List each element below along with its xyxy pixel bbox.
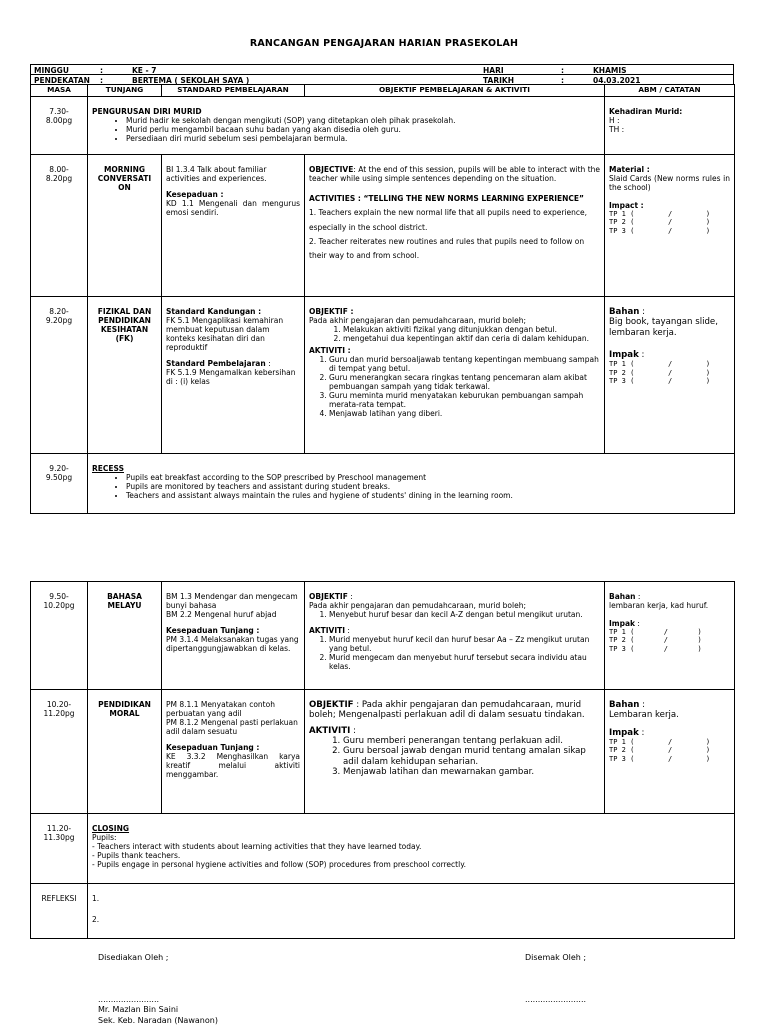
abm-cell: Bahan : Big book, tayangan slide, lembaran kerja. Impak : TP 1 ( / ) TP 2 ( / ) TP 3 ( / ) xyxy=(605,297,735,454)
list-item: 2. Guru menerangkan secara ringkas tentang pencemaran alam akibat pembuangan sampah yang tidak terkawal. xyxy=(329,373,600,391)
standard-cell xyxy=(162,297,305,454)
list-item: 3. Guru meminta murid menyatakan keburukan pembuangan sampah merata-rata tempat. xyxy=(329,391,600,409)
tp2-field: TP 2 ( / ) xyxy=(609,218,711,227)
bahan-label: Bahan xyxy=(609,592,636,601)
kt-label: Kesepaduan Tunjang : xyxy=(166,743,260,752)
list-item: 3. Menjawab latihan dan mewarnakan gambar. xyxy=(343,767,600,777)
aktiviti-label: AKTIVITI xyxy=(309,626,346,635)
tunjang-cell: FIZIKAL DAN PENDIDIKAN KESIHATAN (FK) xyxy=(88,297,162,454)
hari-label: HARI xyxy=(483,66,504,75)
closing-heading: CLOSING xyxy=(92,824,130,833)
teacher-name: Mr. Mazlan Bin Saini xyxy=(98,1005,179,1014)
refleksi-label: REFLEKSI xyxy=(31,884,88,939)
colon: : xyxy=(100,76,103,85)
pengurusan-heading: PENGURUSAN DIRI MURID xyxy=(92,107,202,116)
time-cell: 9.20- 9.50pg xyxy=(31,454,88,514)
aktiviti-list xyxy=(309,635,600,671)
bahan-text: lembaran kerja, kad huruf. xyxy=(609,601,709,610)
lesson-table-bottom xyxy=(30,581,735,939)
list-item: 1. Guru dan murid bersoaljawab tentang kepentingan membuang sampah di tempat yang betul. xyxy=(329,355,600,373)
tp2-field: TP 2 ( / ) xyxy=(609,368,711,377)
standard-text: BI 1.3.4 Talk about familiar activities and experiences. xyxy=(166,165,267,183)
time-cell: 7.30- 8.00pg xyxy=(31,97,88,155)
list-item: 1. Murid menyebut huruf kecil dan huruf besar Aa – Zz mengikut urutan yang betul. xyxy=(329,635,600,653)
hari-value: KHAMIS xyxy=(593,66,627,75)
objektif-cell xyxy=(305,155,605,297)
col-standard: STANDARD PEMBELAJARAN xyxy=(162,85,305,97)
objektif-text: Pada akhir pengajaran dan pemudahcaraan, murid boleh; xyxy=(309,316,527,325)
tp2-field: TP 2 ( / ) xyxy=(609,746,711,755)
abm-cell xyxy=(605,97,735,155)
abm-cell: Bahan : Lembaran kerja. Impak : TP 1 ( / ) TP 2 ( / ) TP 3 ( / ) xyxy=(605,690,735,814)
row-recess xyxy=(31,454,735,514)
tunjang-cell: MORNING CONVERSATI ON xyxy=(88,155,162,297)
abm-cell: Bahan : lembaran kerja, kad huruf. Impak : TP 1 ( / ) TP 2 ( / ) TP 3 ( / ) xyxy=(605,582,735,690)
lesson-table-top xyxy=(30,84,735,514)
tunjang-cell: PENDIDIKAN MORAL xyxy=(88,690,162,814)
objektif-list xyxy=(309,325,600,343)
closing-line: - Pupils engage in personal hygiene activities and follow (SOP) procedures from preschool correctly. xyxy=(92,860,466,869)
school-name: Sek. Keb. Naradan (Nawanon) xyxy=(98,1016,218,1025)
bahan-text: Lembaran kerja. xyxy=(609,710,679,721)
activities-label: ACTIVITIES : “TELLING THE NEW NORMS LEARNING EXPERIENCE” xyxy=(309,194,584,203)
list-item: • Pupils are monitored by teachers and assistant during student breaks. xyxy=(126,482,730,491)
refleksi-line-1: 1. xyxy=(92,894,100,903)
material-label: Material : xyxy=(609,165,650,174)
col-abm: ABM / CATATAN xyxy=(605,85,735,97)
row-closing xyxy=(31,814,735,884)
tp2-field: TP 2 ( / ) xyxy=(609,636,702,645)
aktiviti-colon: : xyxy=(350,725,356,736)
tarikh-label: TARIKH xyxy=(483,76,514,85)
aktiviti-list xyxy=(309,736,600,777)
signature-dots-left: ........................ xyxy=(98,995,160,1004)
objektif-label: OBJEKTIF xyxy=(309,700,354,710)
bahan-label: Bahan xyxy=(609,700,640,710)
sk-text: FK 5.1 Mengaplikasi kemahiran membuat keputusan dalam konteks kesihatan diri dan reproduktif xyxy=(166,316,284,352)
list-item: • Teachers and assistant always maintain the rules and hygiene of students' dining in the learning room. xyxy=(126,491,730,500)
standard-cell xyxy=(162,155,305,297)
list-item: 4. Menjawab latihan yang diberi. xyxy=(329,409,600,418)
recess-list xyxy=(92,473,730,500)
page-title: RANCANGAN PENGAJARAN HARIAN PRASEKOLAH xyxy=(249,38,519,49)
hadir-label: H : xyxy=(609,116,620,125)
pengurusan-list xyxy=(92,116,600,143)
colon: : xyxy=(561,66,564,75)
refleksi-line-2: 2. xyxy=(92,915,100,924)
impact-label: Impact : xyxy=(609,201,644,210)
aktiviti-list xyxy=(309,355,600,418)
disemak-label: Disemak Oleh ; xyxy=(525,953,587,962)
material-text: Slaid Cards (New norms rules in the school) xyxy=(609,174,730,192)
time-cell: 11.20- 11.30pg xyxy=(31,814,88,884)
tp3-field: TP 3 ( / ) xyxy=(609,754,711,763)
time-cell: 8.20- 9.20pg xyxy=(31,297,88,454)
tarikh-value: 04.03.2021 xyxy=(593,76,641,85)
impak-label: Impak xyxy=(609,349,639,360)
tp1-field: TP 1 ( / ) xyxy=(609,737,711,746)
standard-text: PM 8.1.1 Menyatakan contoh perbuatan yang adil PM 8.1.2 Mengenal pasti perlakuan adil dalam sesuatu xyxy=(166,700,298,736)
objective-label: OBJECTIVE xyxy=(309,165,354,174)
objektif-text: Pada akhir pengajaran dan pemudahcaraan, murid boleh; xyxy=(309,601,527,610)
activity-2: 2. Teacher reiterates new routines and rules that pupils need to follow on their way to and from school. xyxy=(309,236,585,260)
refleksi-cell xyxy=(88,884,735,939)
row-refleksi xyxy=(31,884,735,939)
objektif-cell xyxy=(305,297,605,454)
aktiviti-label: AKTIVITI xyxy=(309,725,351,736)
time-cell: 8.00- 8.20pg xyxy=(31,155,88,297)
sp-colon: : xyxy=(265,359,271,368)
row-morning-conversation xyxy=(31,155,735,297)
disediakan-label: Disediakan Oleh ; xyxy=(98,953,169,962)
tidak-hadir-label: TH : xyxy=(609,125,625,134)
objektif-cell xyxy=(305,582,605,690)
col-tunjang: TUNJANG xyxy=(88,85,162,97)
list-item: 1. Guru memberi penerangan tentang perlakuan adil. xyxy=(343,736,600,746)
closing-cell xyxy=(88,814,735,884)
tp3-field: TP 3 ( / ) xyxy=(609,226,711,235)
list-item: • Murid hadir ke sekolah dengan mengikuti (SOP) yang ditetapkan oleh pihak prasekolah. xyxy=(126,116,600,125)
time-cell: 10.20- 11.20pg xyxy=(31,690,88,814)
activity-1: 1. Teachers explain the new normal life that all pupils need to experience, especially in the school district. xyxy=(309,208,588,232)
list-item: 2. Guru bersoal jawab dengan murid tentang amalan sikap adil dalam kehidupan seharian. xyxy=(343,746,600,767)
recess-heading: RECESS xyxy=(92,464,124,473)
tunjang-cell: BAHASA MELAYU xyxy=(88,582,162,690)
objektif-list xyxy=(309,610,600,619)
row-pendidikan-moral xyxy=(31,690,735,814)
objektif-label: OBJEKTIF : xyxy=(309,307,354,316)
tp3-field: TP 3 ( / ) xyxy=(609,377,711,386)
list-item: 1. Menyebut huruf besar dan kecil A-Z dengan betul mengikut urutan. xyxy=(329,610,600,619)
tp1-field: TP 1 ( / ) xyxy=(609,628,702,636)
closing-line: - Teachers interact with students about learning activities that they have learned today. xyxy=(92,842,422,851)
list-item: • Pupils eat breakfast according to the SOP prescribed by Preschool management xyxy=(126,473,730,482)
row-bahasa-melayu xyxy=(31,582,735,690)
signature-dots-right: ........................ xyxy=(525,995,587,1004)
tp3-field: TP 3 ( / ) xyxy=(609,644,702,653)
pengurusan-cell xyxy=(88,97,605,155)
standard-text: BM 1.3 Mendengar dan mengecam bunyi bahasa BM 2.2 Mengenal huruf abjad xyxy=(166,592,298,619)
objektif-label: OBJEKTIF xyxy=(309,592,348,601)
pendekatan-value: BERTEMA ( SEKOLAH SAYA ) xyxy=(132,76,250,85)
pendekatan-label: PENDEKATAN xyxy=(34,76,90,85)
tp1-field: TP 1 ( / ) xyxy=(609,210,711,218)
list-item: • Persediaan diri murid sebelum sesi pembelajaran bermula. xyxy=(126,134,600,143)
impak-label: Impak xyxy=(609,619,636,628)
time-cell: 9.50- 10.20pg xyxy=(31,582,88,690)
kt-text: KE 3.3.2 Menghasilkan karya kreatif melalui aktiviti menggambar. xyxy=(166,752,300,779)
kesepaduan-label: Kesepaduan : xyxy=(166,190,224,199)
sp-text: FK 5.1.9 Mengamalkan kebersihan di : (i) kelas xyxy=(166,368,296,386)
recess-cell xyxy=(88,454,735,514)
aktiviti-colon: : xyxy=(345,626,350,635)
kt-label: Kesepaduan Tunjang : xyxy=(166,626,260,635)
list-item: 2. Murid mengecam dan menyebut huruf tersebut secara individu atau kelas. xyxy=(329,653,600,671)
objective-text: : At the end of this session, pupils will be able to interact with the teacher while using simple sentences depending on the situation. xyxy=(309,165,600,183)
sp-label: Standard Pembelajaran xyxy=(166,359,266,368)
aktiviti-label: AKTIVITI : xyxy=(309,346,351,355)
sk-label: Standard Kandungan : xyxy=(166,307,262,316)
colon: : xyxy=(100,66,103,75)
closing-line: - Pupils thank teachers. xyxy=(92,851,181,860)
row-fizikal xyxy=(31,297,735,454)
objektif-cell xyxy=(305,690,605,814)
objektif-colon: : xyxy=(347,592,353,601)
kehadiran-label: Kehadiran Murid: xyxy=(609,107,683,116)
objektif-text: : Pada akhir pengajaran dan pemudahcaraan, murid boleh; Mengenalpasti perlakuan adil di dalam sesuatu tindakan. xyxy=(309,700,585,721)
column-header-row xyxy=(31,85,735,97)
tp1-field: TP 1 ( / ) xyxy=(609,360,711,369)
list-item: • Murid perlu mengambil bacaan suhu badan yang akan disedia oleh guru. xyxy=(126,125,600,134)
list-item: 2. mengetahui dua kepentingan aktif dan ceria di dalam kehidupan. xyxy=(343,334,600,343)
minggu-value: KE - 7 xyxy=(132,66,157,75)
abm-cell xyxy=(605,155,735,297)
impak-label: Impak xyxy=(609,727,639,738)
minggu-label: MINGGU xyxy=(34,66,69,75)
bahan-text: Big book, tayangan slide, lembaran kerja. xyxy=(609,317,718,338)
row-pengurusan-diri xyxy=(31,97,735,155)
colon: : xyxy=(561,76,564,85)
standard-cell xyxy=(162,582,305,690)
col-masa: MASA xyxy=(31,85,88,97)
bahan-label: Bahan xyxy=(609,307,640,317)
list-item: 1. Melakukan aktiviti fizikal yang ditunjukkan dengan betul. xyxy=(343,325,600,334)
standard-cell xyxy=(162,690,305,814)
kt-text: PM 3.1.4 Melaksanakan tugas yang dipertanggungjawabkan di kelas. xyxy=(166,635,299,653)
pupils-label: Pupils: xyxy=(92,833,117,842)
kesepaduan-text: KD 1.1 Mengenali dan mengurus emosi sendiri. xyxy=(166,199,300,217)
col-objektif: OBJEKTIF PEMBELAJARAN & AKTIVITI xyxy=(305,85,605,97)
